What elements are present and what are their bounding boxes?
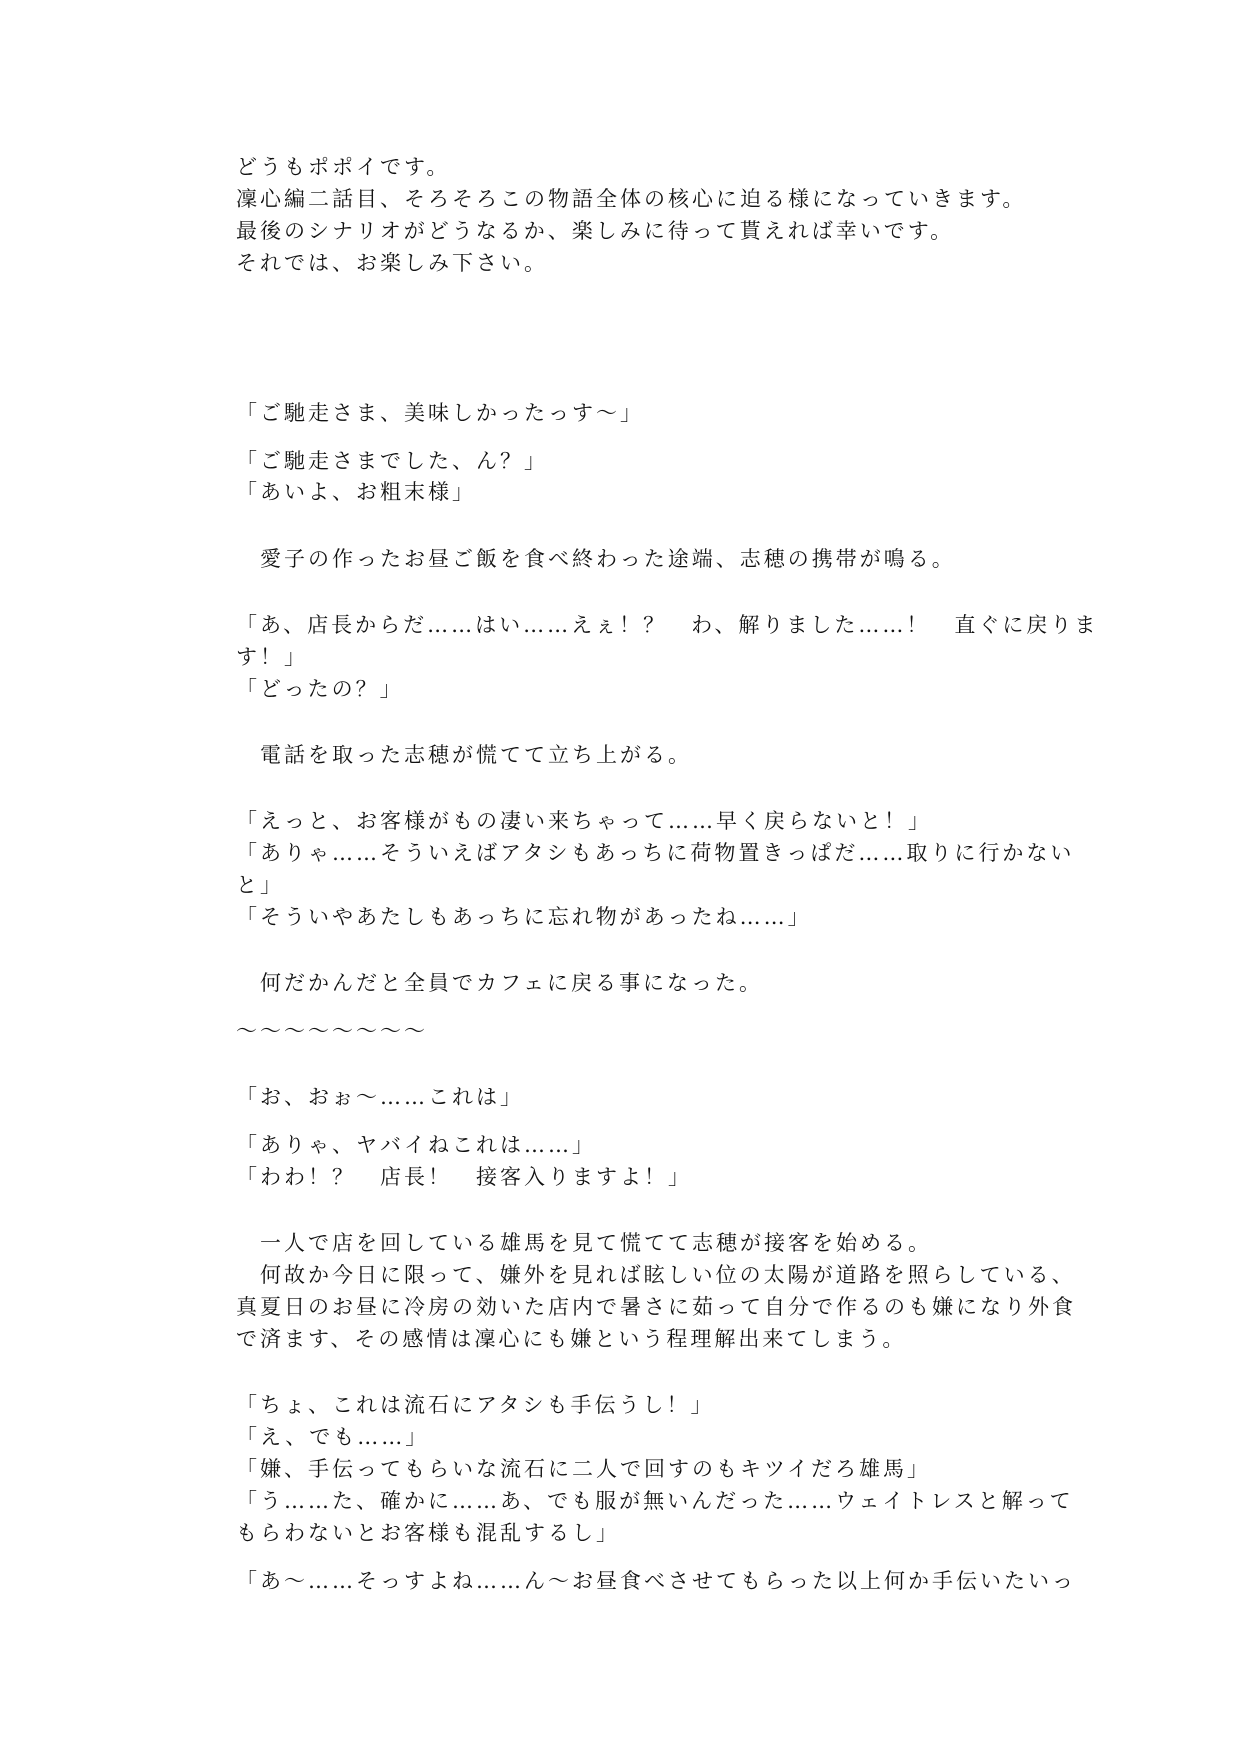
narration-line: 一人で店を回している雄馬を見て慌てて志穂が接客を始める。 (236, 1231, 932, 1255)
dialogue-line: 「ご馳走さま、美味しかったっす〜」 (236, 401, 644, 425)
dialogue-line: 「どったの？」 (236, 677, 404, 701)
dialogue-line: 「え、でも……」 (236, 1425, 430, 1449)
dialogue-line: 「ありゃ、ヤバイねこれは……」 (236, 1133, 596, 1157)
dialogue-line: 「えっと、お客様がもの凄い来ちゃって……早く戻らないと！」 (236, 809, 932, 833)
narration-line: 何だかんだと全員でカフェに戻る事になった。 (236, 971, 763, 995)
dialogue-line: 「そういやあたしもあっちに忘れ物があったね……」 (236, 905, 812, 929)
dialogue-line: 「ありゃ……そういえばアタシもあっちに荷物置きっぱだ……取りに行かない (236, 841, 1075, 865)
dialogue-line: 「ちょ、これは流石にアタシも手伝うし！」 (236, 1393, 715, 1417)
narration-line: 真夏日のお昼に冷房の効いた店内で暑さに茹って自分で作るのも嫌になり外食 (236, 1295, 1076, 1319)
intro-line-3: 最後のシナリオがどうなるか、楽しみに待って貰えれば幸いです。 (236, 219, 955, 243)
dialogue-line: 「ご馳走さまでした、ん？」 (236, 449, 548, 473)
narration-line: 電話を取った志穂が慌てて立ち上がる。 (236, 743, 692, 767)
dialogue-line: 「嫌、手伝ってもらいな流石に二人で回すのもキツイだろ雄馬」 (236, 1457, 931, 1481)
intro-line-4: それでは、お楽しみ下さい。 (236, 251, 548, 275)
intro-line-1: どうもポポイです。 (236, 155, 451, 179)
dialogue-line: 「あ〜……そっすよね……ん〜お昼食べさせてもらった以上何か手伝いたいっ (236, 1569, 1076, 1593)
dialogue-line: 「う……た、確かに……あ、でも服が無いんだった……ウェイトレスと解って (236, 1489, 1074, 1513)
scene-break: 〜〜〜〜〜〜〜〜 (236, 1019, 428, 1043)
intro-line-2: 凜心編二話目、そろそろこの物語全体の核心に迫る様になっていきます。 (236, 187, 1027, 211)
dialogue-line: もらわないとお客様も混乱するし」 (236, 1521, 620, 1545)
dialogue-line: 「わわ！？ 店長！ 接客入りますよ！」 (236, 1165, 692, 1189)
dialogue-line: 「あいよ、お粗末様」 (236, 480, 476, 504)
dialogue-line: と」 (236, 873, 284, 897)
narration-line: 愛子の作ったお昼ご飯を食べ終わった途端、志穂の携帯が鳴る。 (236, 547, 956, 571)
dialogue-line: 「お、おぉ〜……これは」 (236, 1085, 524, 1109)
dialogue-line: す！」 (236, 645, 308, 669)
dialogue-line: 「あ、店長からだ……はい……えぇ！？ わ、解りました……！ 直ぐに戻りま (236, 613, 1099, 637)
narration-line: で済ます、その感情は凜心にも嫌という程理解出来てしまう。 (236, 1327, 907, 1351)
narration-line: 何故か今日に限って、嫌外を見れば眩しい位の太陽が道路を照らしている、 (236, 1263, 1076, 1287)
